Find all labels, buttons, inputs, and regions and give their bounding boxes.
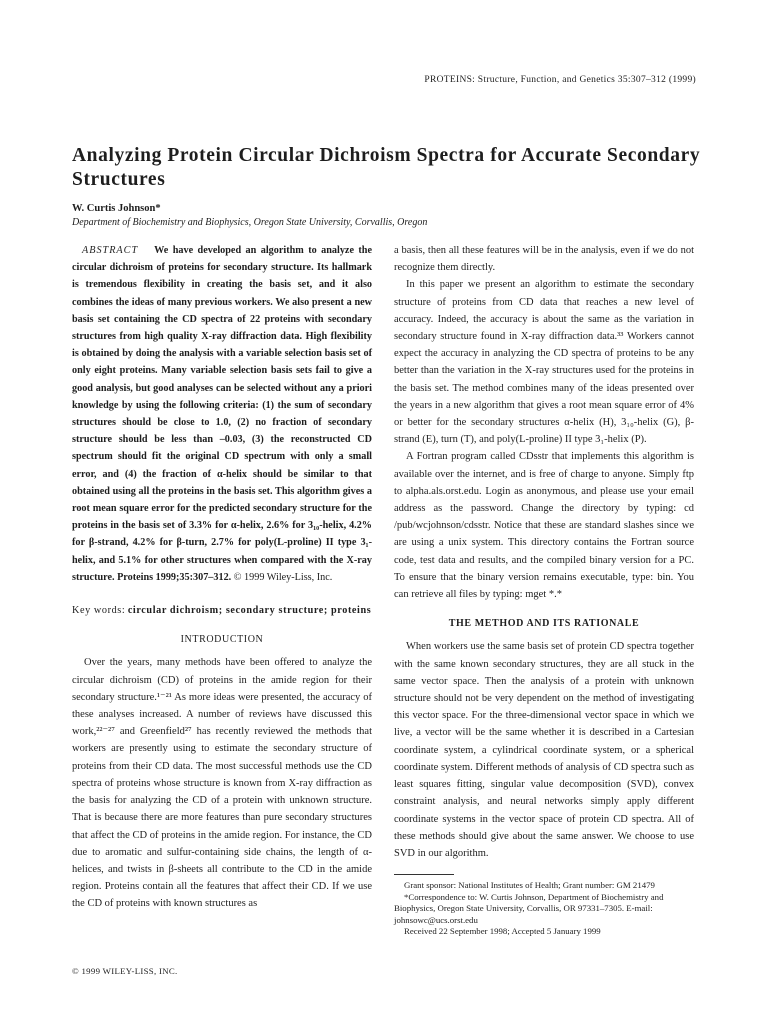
left-column — [72, 242, 372, 913]
footnote-received: Received 22 September 1998; Accepted 5 January 1999 — [404, 926, 601, 936]
right-column — [394, 242, 694, 862]
footer-copyright: © 1999 WILEY-LISS, INC. — [72, 966, 178, 976]
abstract-label: ABSTRACT — [82, 245, 139, 256]
keywords-text: circular dichroism; secondary structure; proteins — [127, 605, 372, 617]
keywords-label: Key words: — [72, 605, 126, 617]
paragraph-2: In this paper we present an algorithm to estimate the secondary structure of proteins from CD data that reaches a new level of accuracy. Indeed, the accuracy is about the same as the variation in secondary structure found in X-ray diffraction data.³³ Workers cannot expect the accuracy in analyzing the CD spectra of proteins to be any better than the variation in the X-ray structures used for the proteins in the basis set. The method combines many of the ideas presented over the years in a new algorithm that gives a root mean square error of 4% or better for the secondary structures α-helix (H), 3₁₀-helix (G), β-strand (E), turn (T), and poly(L-proline) II type 3₁-helix (P). — [394, 279, 694, 446]
method-text: When workers use the same basis set of protein CD spectra together with the same known secondary structures, they are all stuck in the same vector space. Then the analysis of a protein with unknown structure should not be very dependent on the method of investigating this vector space. For the three-dimensional vector space in which we live, a vector will be the same whether it is described in a Cartesian coordinate system, a cylindrical coordinate system, or a spherical coordinate system. Different methods of analysis of CD spectra such as least squares fitting, singular value decomposition (SVD), convex constraint analysis, and neural networks simply apply different coordinate systems in the vector space of protein CD spectra. All of these methods should give about the same answer. We choose to use SVD in our algorithm. — [394, 641, 694, 859]
paragraph-3: A Fortran program called CDsstr that implements this algorithm is available over the internet, and is free of charge to anyone. Simply ftp to alpha.als.orst.edu. Login as anonymous, and please use your email address as the password. Change the directory by typing: cd /pub/wcjohnson/cdsstr. Notice that these are standard slashes since we are using a unix system. This directory contains the Fortran source code, test data and results, and the compiled binary version for a PC. To ensure that the binary version remains executable, type: bin. You can retrieve all files by typing: mget *.* — [394, 451, 694, 601]
abstract-text: We have developed an algorithm to analyze the circular dichroism of proteins for secondary structure. Its hallmark is tremendous flexibility in creating the basis set, and it also combines the ideas of many previous workers. We also present a new basis set containing the CD spectra of 22 proteins with secondary structures from high quality X-ray diffraction data. High flexibility is obtained by doing the analysis with a variable selection basis set of only eight proteins. Many variable selection basis sets fail to give a good analysis, but good analyses can be selected without any a priori knowledge by using the following criteria: (1) the sum of secondary structures should be close to 1.0, (2) no fraction of secondary structure should be less than –0.03, (3) the reconstructed CD spectrum should fit the original CD spectrum with only a small error, and (4) the fraction of α-helix should be similar to that obtained using all the proteins in the basis set. This algorithm gives a root mean square error for the predicted secondary structure for the proteins in the basis set of 3.3% for α-helix, 2.6% for 3₁₀-helix, 4.2% for β-strand, 4.2% for β-turn, 2.7% for poly(L-proline) II type 3₁-helix, and 5.1% for other structures when compared with the X-ray structure. Proteins 1999;35:307–312. — [72, 245, 372, 583]
footnote-grant: Grant sponsor: National Institutes of Health; Grant number: GM 21479 — [404, 880, 655, 890]
introduction-text: Over the years, many methods have been offered to analyze the circular dichroism (CD) of proteins in the amide region for their secondary structure.¹⁻²¹ As more ideas were presented, the accuracy of these analyses increased. A number of reviews have discussed this work,²²⁻²⁷ and Greenfield²⁷ has recently reviewed the methods that workers are presently using to estimate the secondary structure of proteins from their CD data. The most successful methods use the CD spectra of proteins whose structure is known from X-ray diffraction as the basis for analyzing the CD of a protein with unknown structure. That is because there are more features than pure secondary structures that affect the CD of proteins in the amide region. For instance, the CD due to aromatic and sulfur-containing side chains, the length of α-helices, and twists in β-sheets all contribute to the CD in the amide region. Proteins contain all the features that affect their CD. If we use the CD of proteins with known structures as — [72, 657, 372, 910]
running-head: PROTEINS: Structure, Function, and Genetics 35:307–312 (1999) — [424, 75, 696, 85]
continuation-text: a basis, then all these features will be in the analysis, even if we do not recognize them directly. — [394, 245, 694, 274]
keywords — [72, 602, 372, 619]
footnote-correspondence: *Correspondence to: W. Curtis Johnson, Department of Biochemistry and Biophysics, Oregon State University, Corvallis, OR 97331–7305. E-mail: johnsowc@ucs.orst.edu — [394, 891, 664, 925]
abstract — [72, 242, 372, 586]
author-name: W. Curtis Johnson* — [72, 203, 161, 214]
abstract-copyright: © 1999 Wiley-Liss, Inc. — [233, 571, 333, 583]
footnotes — [394, 880, 698, 938]
introduction-heading: INTRODUCTION — [180, 634, 264, 646]
article-title: Analyzing Protein Circular Dichroism Spectra for Accurate Secondary Structures — [72, 145, 701, 190]
author-affiliation: Department of Biochemistry and Biophysics, Oregon State University, Corvallis, Oregon — [72, 217, 428, 228]
method-heading: THE METHOD AND ITS RATIONALE — [448, 618, 640, 630]
footnote-rule — [394, 874, 454, 875]
